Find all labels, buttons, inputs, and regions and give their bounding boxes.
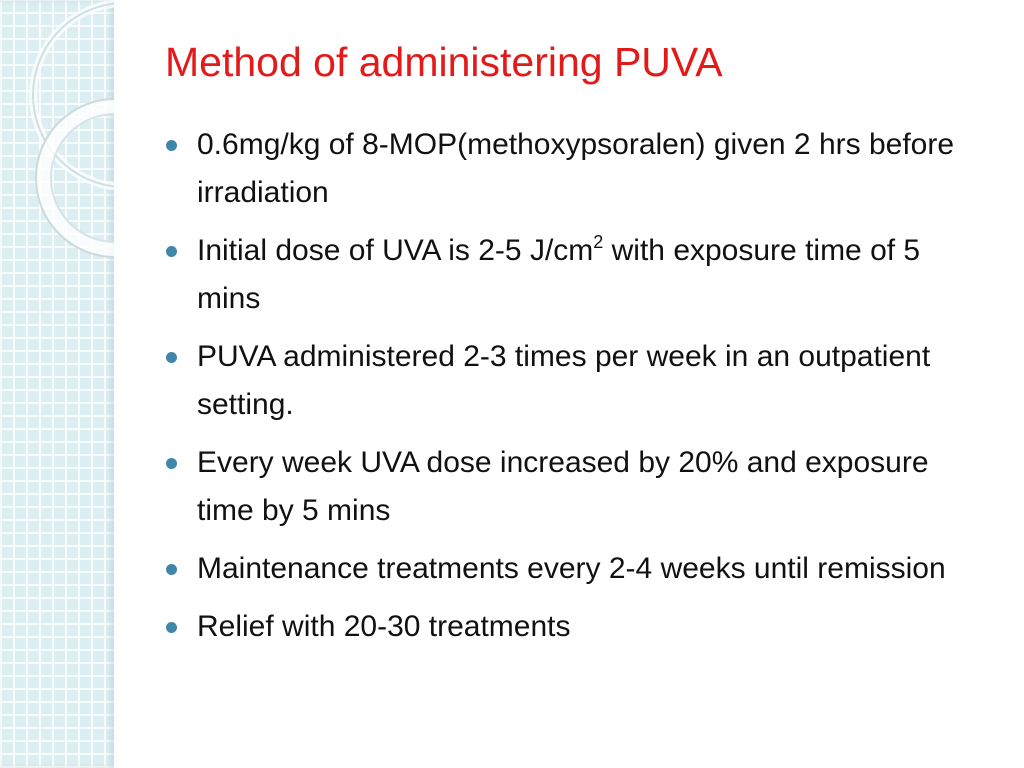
bullet-icon bbox=[166, 564, 177, 575]
bullet-item bbox=[160, 439, 970, 535]
slide-title: Method of administering PUVA bbox=[165, 39, 723, 85]
bullet-item bbox=[160, 121, 970, 217]
bullet-item bbox=[160, 333, 970, 429]
bullet-icon bbox=[166, 246, 177, 257]
bullet-list bbox=[160, 121, 970, 661]
bullet-text: Relief with 20-30 treatments bbox=[197, 610, 571, 643]
bullet-text: Maintenance treatments every 2-4 weeks until remission bbox=[197, 552, 946, 585]
bullet-item bbox=[160, 227, 970, 323]
bullet-text: PUVA administered 2-3 times per week in an outpatient setting. bbox=[197, 340, 931, 421]
bullet-item bbox=[160, 545, 970, 593]
bullet-text-after: with exposure time of 5 mins bbox=[197, 234, 921, 315]
bullet-icon bbox=[166, 352, 177, 363]
decorative-side-panel bbox=[0, 0, 114, 768]
decorative-circles-graphic bbox=[0, 0, 114, 768]
bullet-text-before: Initial dose of UVA is 2-5 J/cm bbox=[197, 234, 594, 267]
bullet-icon bbox=[166, 458, 177, 469]
bullet-superscript: 2 bbox=[593, 232, 604, 252]
bullet-icon bbox=[166, 622, 177, 633]
bullet-icon bbox=[166, 140, 177, 151]
bullet-text: 0.6mg/kg of 8-MOP(methoxypsoralen) given 2 hrs before irradiation bbox=[197, 128, 955, 209]
bullet-text: Every week UVA dose increased by 20% and exposure time by 5 mins bbox=[197, 446, 929, 527]
bullet-item bbox=[160, 603, 970, 651]
